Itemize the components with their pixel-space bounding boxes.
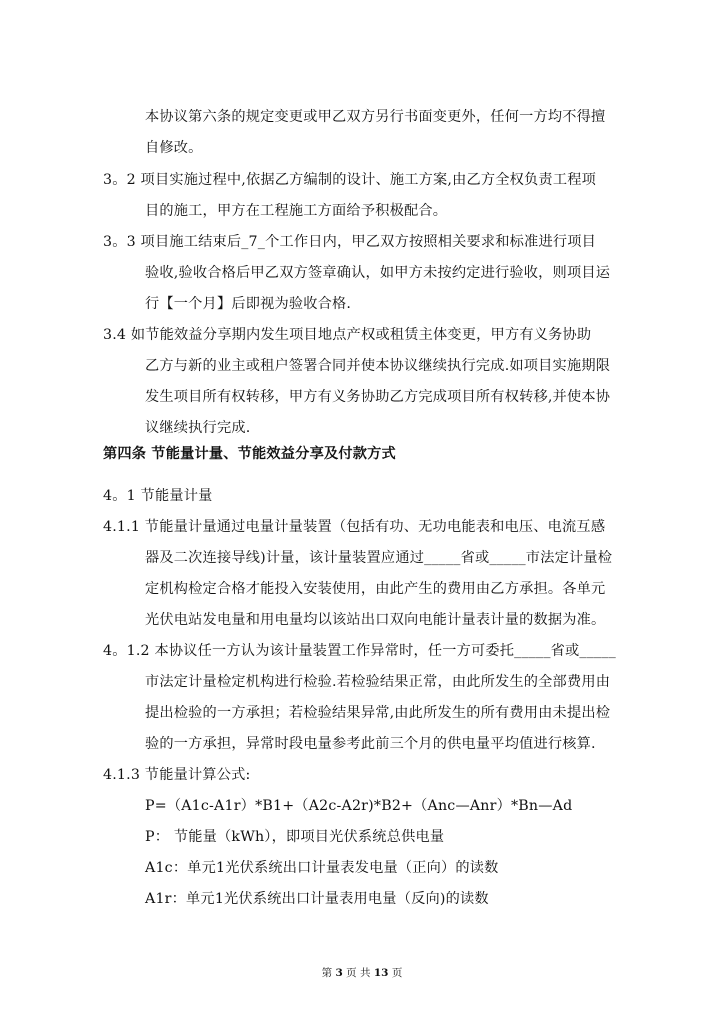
text-line: 行【一个月】后即视为验收合格. [145,296,352,312]
footer-prefix: 第 [321,967,333,979]
text-line: 议继续执行完成. [145,420,251,436]
formula-definition: P： 节能量（kWh），即项目光伏系统总供电量 [145,829,445,845]
formula-definition: A1c：单元1光伏系统出口计量表发电量（正向）的读数 [145,860,499,876]
text-line: 3。3 项目施工结束后_7_个工作日内，甲乙双方按照相关要求和标准进行项目 [103,234,596,250]
text-line: 发生项目所有权转移，甲方有义务协助乙方完成项目所有权转移,并使本协 [145,389,611,405]
subsection-heading: 4。1 节能量计量 [103,488,213,504]
formula-definition: A1r：单元1光伏系统出口计量表用电量（反向)的读数 [145,891,489,907]
page-footer [0,966,724,980]
text-line: 验收,验收合格后甲乙双方签章确认，如甲方未按约定进行验收，则项目运 [145,265,611,281]
footer-middle: 页 共 [346,967,371,979]
footer-total-pages: 13 [373,967,389,979]
text-line: 4.1.3 节能量计算公式: [103,767,251,783]
text-line: 4.1.1 节能量计量通过电量计量装置（包括有功、无功电能表和电压、电流互感 [103,519,606,535]
footer-suffix: 页 [391,967,403,979]
text-line: 自修改。 [145,140,203,156]
text-line: 市法定计量检定机构进行检验.若检验结果正常，由此所发生的全部费用由 [145,674,611,690]
text-line: 提出检验的一方承担；若检验结果异常,由此所发生的所有费用由未提出检 [145,705,611,721]
text-line: 4。1.2 本协议任一方认为该计量装置工作异常时，任一方可委托_____省或_____ [103,643,616,659]
text-line: 验的一方承担，异常时段电量参考此前三个月的供电量平均值进行核算. [145,736,596,752]
text-line: 乙方与新的业主或租户签署合同并使本协议继续执行完成.如项目实施期限 [145,358,611,374]
footer-page-number: 3 [335,967,343,979]
text-line: 本协议第六条的规定变更或甲乙双方另行书面变更外，任何一方均不得擅 [145,109,606,125]
text-line: 光伏电站发电量和用电量均以该站出口双向电能计量表计量的数据为准。 [145,612,606,628]
text-line: 器及二次连接导线)计量，该计量装置应通过_____省或_____市法定计量检 [145,550,613,566]
text-line: 3.4 如节能效益分享期内发生项目地点产权或租赁主体变更，甲方有义务协助 [103,327,592,343]
text-line: 定机构检定合格才能投入安装使用，由此产生的费用由乙方承担。各单元 [145,581,606,597]
section-heading: 第四条 节能量计量、节能效益分享及付款方式 [103,446,396,462]
formula-line: P=（A1c-A1r）*B1+（A2c-A2r)*B2+（Anc—Anr）*Bn—Ad [145,798,573,814]
text-line: 目的施工，甲方在工程施工方面给予积极配合。 [145,203,448,219]
text-line: 3。2 项目实施过程中,依据乙方编制的设计、施工方案,由乙方全权负责工程项 [103,172,596,188]
